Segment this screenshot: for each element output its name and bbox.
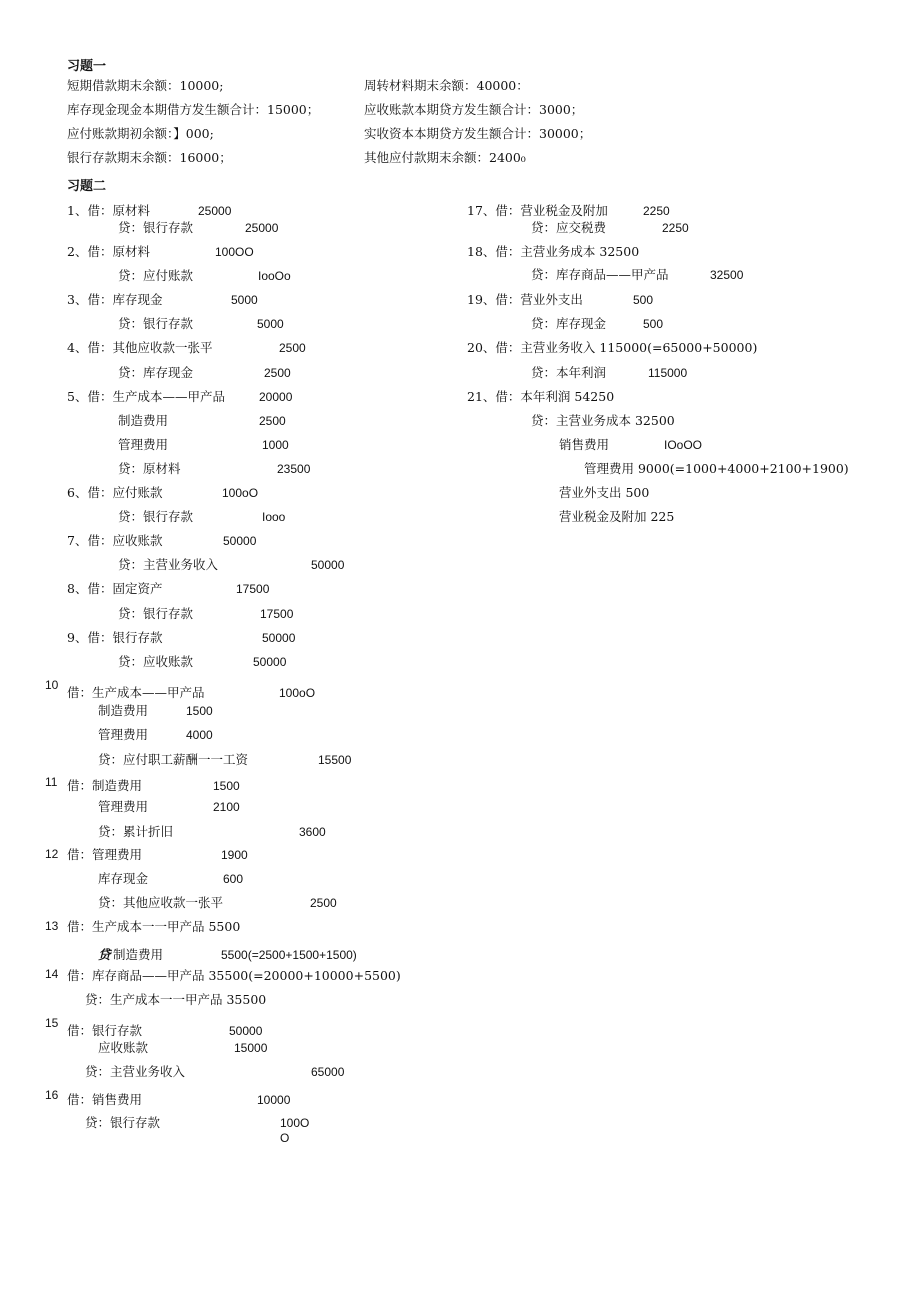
amount: 50000 (253, 655, 287, 669)
amount: 115000 (648, 366, 688, 380)
entry-number: 13 (45, 919, 59, 933)
entry-number: 15 (45, 1016, 59, 1030)
amount: 2100 (213, 800, 240, 814)
journal-entry-debit: 5、借：生产成本——甲产品 (67, 389, 225, 404)
amount: 2500 (279, 341, 306, 355)
journal-entry-debit: 7、借：应收账款 (67, 533, 163, 548)
journal-entry-debit: 4、借：其他应收款一张平 (67, 340, 213, 355)
balance-item: 应收账款本期贷方发生额合计：3000； (364, 102, 584, 117)
section-2-title: 习题二 (67, 178, 107, 193)
amount: 32500 (710, 268, 744, 282)
journal-entry-credit-line: 营业外支出 500 (559, 485, 650, 500)
amount: IOoOO (664, 438, 703, 452)
amount: 500 (643, 317, 664, 331)
amount: 5500(=2500+1500+1500) (221, 948, 357, 962)
entry-number: 14 (45, 967, 59, 981)
journal-entry-debit-line: 制造费用 (118, 413, 169, 428)
journal-entry-debit: 9、借：银行存款 (67, 630, 163, 645)
journal-entry-credit: 贷：主营业务收入 (118, 557, 219, 572)
amount: 600 (223, 872, 244, 886)
journal-entry-credit: 贷：银行存款 (85, 1115, 161, 1130)
balance-item: 其他应付款期末余额：2400₀ (364, 150, 526, 165)
journal-entry-debit-line: 管理费用 (98, 799, 149, 814)
amount: IooOo (258, 269, 291, 283)
entry-number: 16 (45, 1088, 59, 1102)
journal-entry-debit: 借：库存商品——甲产品 35500(=20000+10000+5500) (67, 968, 401, 983)
section-1-title: 习题一 (67, 58, 107, 73)
journal-entry-credit: 贷：其他应收款一张平 (98, 895, 224, 910)
amount: 1900 (221, 848, 248, 862)
journal-entry-debit: 8、借：固定资产 (67, 581, 163, 596)
amount: 1000 (262, 438, 289, 452)
amount: 1500 (213, 779, 240, 793)
balance-item: 银行存款期末余额：16000； (67, 150, 232, 165)
journal-entry-credit: 贷：库存现金 (118, 365, 194, 380)
journal-entry-debit: 17、借：营业税金及附加 (467, 203, 608, 218)
amount: 25000 (198, 204, 232, 218)
journal-entry-debit: 2、借：原材料 (67, 244, 150, 259)
journal-entry-debit: 3、借：库存现金 (67, 292, 163, 307)
journal-entry-credit: 贷：银行存款 (118, 509, 194, 524)
journal-entry-credit: 贷：应付职工薪酬一一工资 (98, 752, 249, 767)
journal-entry-debit: 21、借：本年利润 54250 (467, 389, 615, 404)
balance-item: 应付账款期初余额：】000; (67, 126, 214, 141)
journal-entry-debit-line: 库存现金 (98, 871, 149, 886)
journal-entry-credit: 贷：银行存款 (118, 606, 194, 621)
entry-number: 11 (45, 775, 58, 789)
amount: 5000 (231, 293, 258, 307)
journal-entry-debit: 6、借：应付账款 (67, 485, 163, 500)
journal-entry-credit: 贷：库存现金 (531, 316, 607, 331)
amount: 5000 (257, 317, 284, 331)
journal-entry-debit: 借：制造费用 (67, 778, 143, 793)
journal-entry-debit: 借：管理费用 (67, 847, 143, 862)
journal-entry-debit-line: 管理费用 (98, 727, 149, 742)
journal-entry-credit-line: 销售费用 (559, 437, 610, 452)
amount: 20000 (259, 390, 293, 404)
journal-entry-debit: 18、借：主营业务成本 32500 (467, 244, 640, 259)
amount: 100O (280, 1116, 310, 1130)
journal-entry-debit: 借：销售费用 (67, 1092, 143, 1107)
journal-entry-debit: 20、借：主营业务收入 115000(=65000+50000) (467, 340, 758, 355)
journal-entry-debit: 1、借：原材料 (67, 203, 150, 218)
amount: 2500 (259, 414, 286, 428)
credit-marker: 贷 (98, 947, 111, 962)
amount: O (280, 1131, 290, 1145)
entry-number: 12 (45, 847, 59, 861)
amount: 500 (633, 293, 654, 307)
journal-entry-credit: 贷：原材料 (118, 461, 181, 476)
amount: 1500 (186, 704, 213, 718)
amount: 2250 (662, 221, 689, 235)
balance-item: 短期借款期末余额：10000; (67, 78, 224, 93)
journal-entry-debit: 借：生产成本——甲产品 (67, 685, 205, 700)
amount: 4000 (186, 728, 213, 742)
balance-item: 库存现金现金本期借方发生额合计：15000； (67, 102, 320, 117)
amount: 17500 (236, 582, 270, 596)
journal-entry-debit: 19、借：营业外支出 (467, 292, 583, 307)
amount: 50000 (229, 1024, 263, 1038)
journal-entry-credit: 贷：主营业务成本 32500 (531, 413, 675, 428)
amount: 100oO (279, 686, 316, 700)
amount: Iooo (262, 510, 286, 524)
journal-entry-debit-line: 应收账款 (98, 1040, 149, 1055)
journal-entry-credit-line: 营业税金及附加 225 (559, 509, 675, 524)
amount: 2250 (643, 204, 670, 218)
amount: 100oO (222, 486, 259, 500)
journal-entry-debit: 借：生产成本一一甲产品 5500 (67, 919, 241, 934)
amount: 3600 (299, 825, 326, 839)
journal-entry-credit: 贷：生产成本一一甲产品 35500 (85, 992, 267, 1007)
journal-entry-credit: 贷：本年利润 (531, 365, 607, 380)
journal-entry-credit: 贷：银行存款 (118, 316, 194, 331)
journal-entry-credit: 贷：银行存款 (118, 220, 194, 235)
journal-entry-debit-line: 管理费用 (118, 437, 169, 452)
amount: 10000 (257, 1093, 291, 1107)
journal-entry-debit-line: 制造费用 (98, 703, 149, 718)
amount: 65000 (311, 1065, 345, 1079)
amount: 15000 (234, 1041, 268, 1055)
journal-entry-credit: 贷：主营业务收入 (85, 1064, 186, 1079)
journal-entry-debit: 借：银行存款 (67, 1023, 143, 1038)
amount: 23500 (277, 462, 311, 476)
balance-item: 实收资本本期贷方发生额合计：30000； (364, 126, 592, 141)
journal-entry-credit: 贷：应收账款 (118, 654, 194, 669)
journal-entry-credit: 贷：库存商品——甲产品 (531, 267, 669, 282)
journal-entry-credit: 制造费用 (113, 947, 164, 962)
journal-entry-credit: 贷：累计折旧 (98, 824, 174, 839)
journal-entry-credit-line: 管理费用 9000(=1000+4000+2100+1900) (584, 461, 849, 476)
amount: 25000 (245, 221, 279, 235)
entry-number: 10 (45, 678, 59, 692)
journal-entry-credit: 贷：应交税费 (531, 220, 607, 235)
amount: 50000 (311, 558, 345, 572)
amount: 100OO (215, 245, 254, 259)
journal-entry-credit: 贷：应付账款 (118, 268, 194, 283)
amount: 2500 (310, 896, 337, 910)
amount: 15500 (318, 753, 352, 767)
balance-item: 周转材料期末余额：40000： (364, 78, 529, 93)
amount: 17500 (260, 607, 294, 621)
amount: 2500 (264, 366, 291, 380)
amount: 50000 (223, 534, 257, 548)
amount: 50000 (262, 631, 296, 645)
